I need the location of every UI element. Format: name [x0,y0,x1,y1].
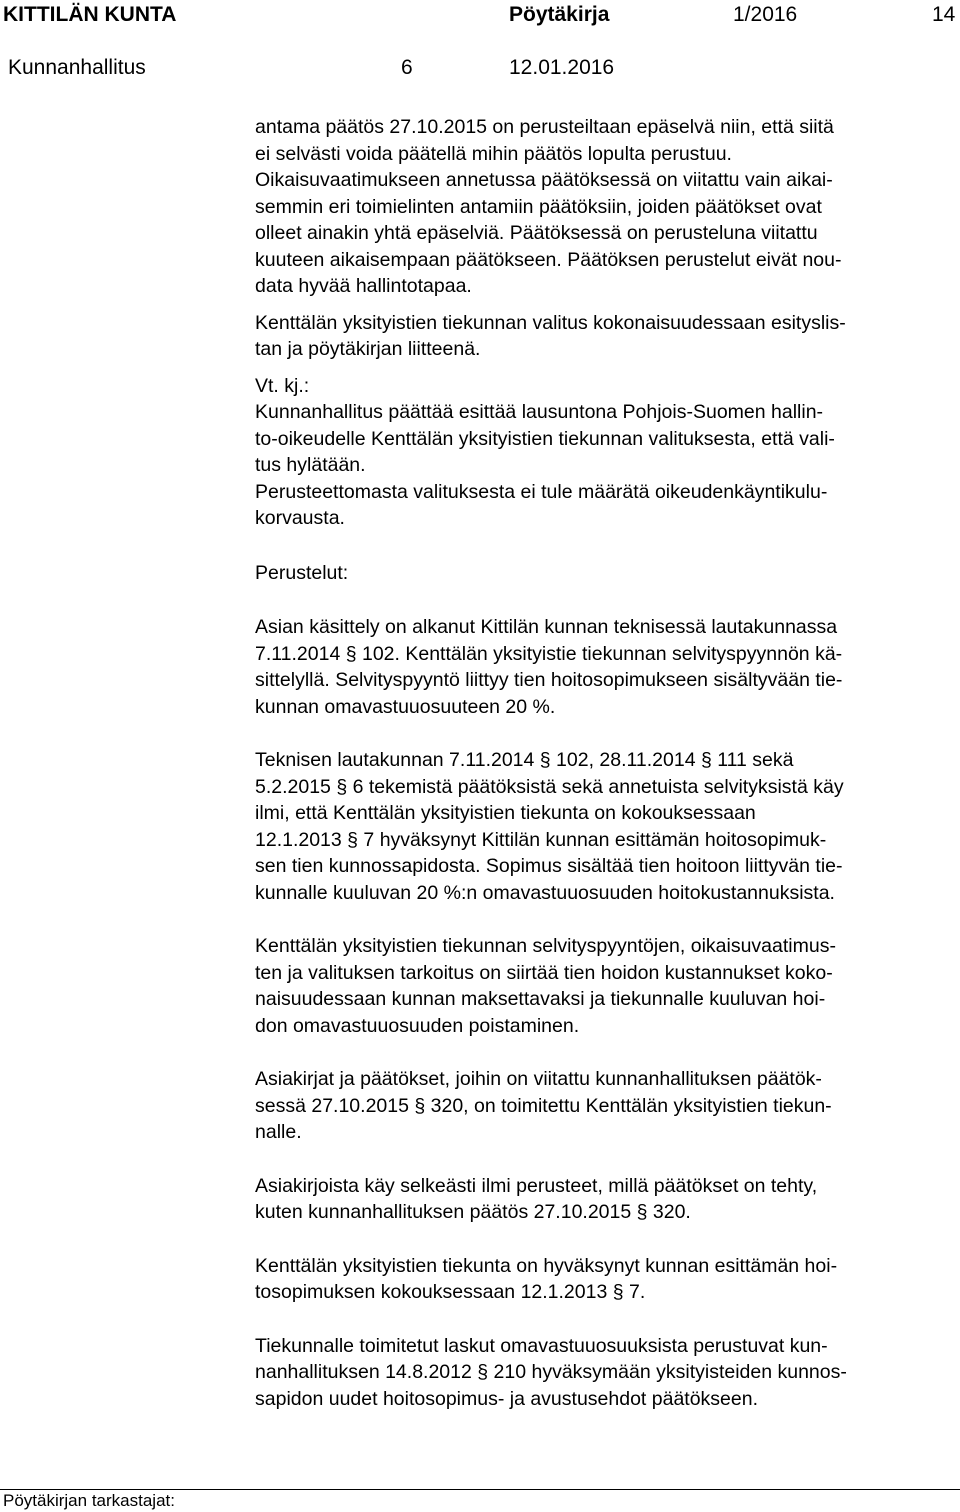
document-number: 1/2016 [733,3,798,26]
body-line: Kenttälän yksityistien tiekunta on hyväksynyt kunnan esittämän hoi- [255,1254,838,1277]
body-line: ten ja valituksen tarkoitus on siirtää tien hoidon kustannukset koko- [255,961,833,984]
footer-divider [0,1489,960,1490]
body-line: Tiekunnalle toimitetut laskut omavastuuosuuksista perustuvat kun- [255,1334,828,1357]
body-line: data hyvää hallintotapaa. [255,275,472,297]
body-line: Vt. kj.: [255,374,310,397]
body-line: nalle. [255,1121,302,1143]
body-line: 12.1.2013 § 7 hyväksynyt Kittilän kunnan esittämän hoitosopimuk- [255,828,827,851]
body-line: sapidon uudet hoitosopimus- ja avustusehdot päätökseen. [255,1387,759,1410]
body-line: tosopimuksen kokouksessaan 12.1.2013 § 7. [255,1281,646,1303]
page-number: 14 [932,3,956,26]
body-line: semmin eri toimielinten antamiin päätöksiin, joiden päätökset ovat [255,195,822,218]
body-line: don omavastuuosuuden poistaminen. [255,1014,580,1037]
footer-inspectors-label: Pöytäkirjan tarkastajat: [3,1491,175,1510]
body-line: Asiakirjoista käy selkeästi ilmi perusteet, millä päätökset on tehty, [255,1174,818,1197]
body-line: Kunnanhallitus päättää esittää lausuntona Pohjois-Suomen hallin- [255,401,824,423]
body-line: Kenttälän yksityistien tiekunnan valitus kokonaisuudessaan esityslis- [255,311,846,334]
body-line: Asian käsittely on alkanut Kittilän kunnan teknisessä lautakunnassa [255,616,838,638]
body-line: 7.11.2014 § 102. Kenttälän yksityistie tiekunnan selvityspyynnön kä- [255,642,843,665]
body-line: nanhallituksen 14.8.2012 § 210 hyväksymään yksityisteiden kunnos- [255,1361,847,1383]
meeting-date: 12.01.2016 [509,56,615,79]
body-line: Kenttälän yksityistien tiekunnan selvityspyyntöjen, oikaisuvaatimus- [255,935,836,957]
body-line: sessä 27.10.2015 § 320, on toimitettu Kenttälän yksityistien tiekun- [255,1094,832,1117]
body-line: naisuudessaan kunnan maksettavaksi ja tiekunnalle kuuluvan hoi- [255,988,826,1010]
section-heading-perustelut: Perustelut: [255,561,349,584]
body-line: antama päätös 27.10.2015 on perusteiltaan epäselvä niin, että siitä [255,116,834,138]
body-line: to-oikeudelle Kenttälän yksityistien tiekunnan valituksesta, että vali- [255,427,835,450]
body-line: Teknisen lautakunnan 7.11.2014 § 102, 28.11.2014 § 111 sekä [255,749,794,771]
body-line: kunnalle kuuluvan 20 %:n omavastuuosuuden hoitokustannuksista. [255,881,835,904]
body-line: kuten kunnanhallituksen päätös 27.10.2015 § 320. [255,1201,691,1223]
body-line: kuuteen aikaisempaan päätökseen. Päätöksen perustelut eivät nou- [255,248,842,271]
body-line: 5.2.2015 § 6 tekemistä päätöksistä sekä annetuista selvityksistä käy [255,775,844,798]
section-number: 6 [401,56,413,79]
body-line: korvausta. [255,507,345,529]
body-name: Kunnanhallitus [8,56,146,79]
body-line: sittelyllä. Selvityspyyntö liittyy tien hoitosopimukseen sisältyvään tie- [255,669,843,691]
body-line: Oikaisuvaatimukseen annetussa päätöksessä on viitattu vain aikai- [255,169,833,191]
body-line: Perusteettomasta valituksesta ei tule määrätä oikeudenkäyntikulu- [255,480,828,503]
body-line: tus hylätään. [255,454,366,476]
document-type: Pöytäkirja [509,3,610,26]
body-line: olleet ainakin yhtä epäselviä. Päätöksessä on perusteluna viitattu [255,222,818,244]
body-line: Asiakirjat ja päätökset, joihin on viitattu kunnanhallituksen päätök- [255,1068,822,1090]
body-line: ilmi, että Kenttälän yksityistien tiekunta on kokouksessaan [255,802,756,824]
body-line: sen tien kunnossapidosta. Sopimus sisältää tien hoitoon liittyvän tie- [255,855,843,877]
body-line: kunnan omavastuuosuuteen 20 %. [255,695,556,718]
document-body [255,114,955,1412]
body-line: tan ja pöytäkirjan liitteenä. [255,338,481,360]
body-line: ei selvästi voida päätellä mihin päätös lopulta perustuu. [255,142,732,165]
organization-name: KITTILÄN KUNTA [3,3,177,26]
